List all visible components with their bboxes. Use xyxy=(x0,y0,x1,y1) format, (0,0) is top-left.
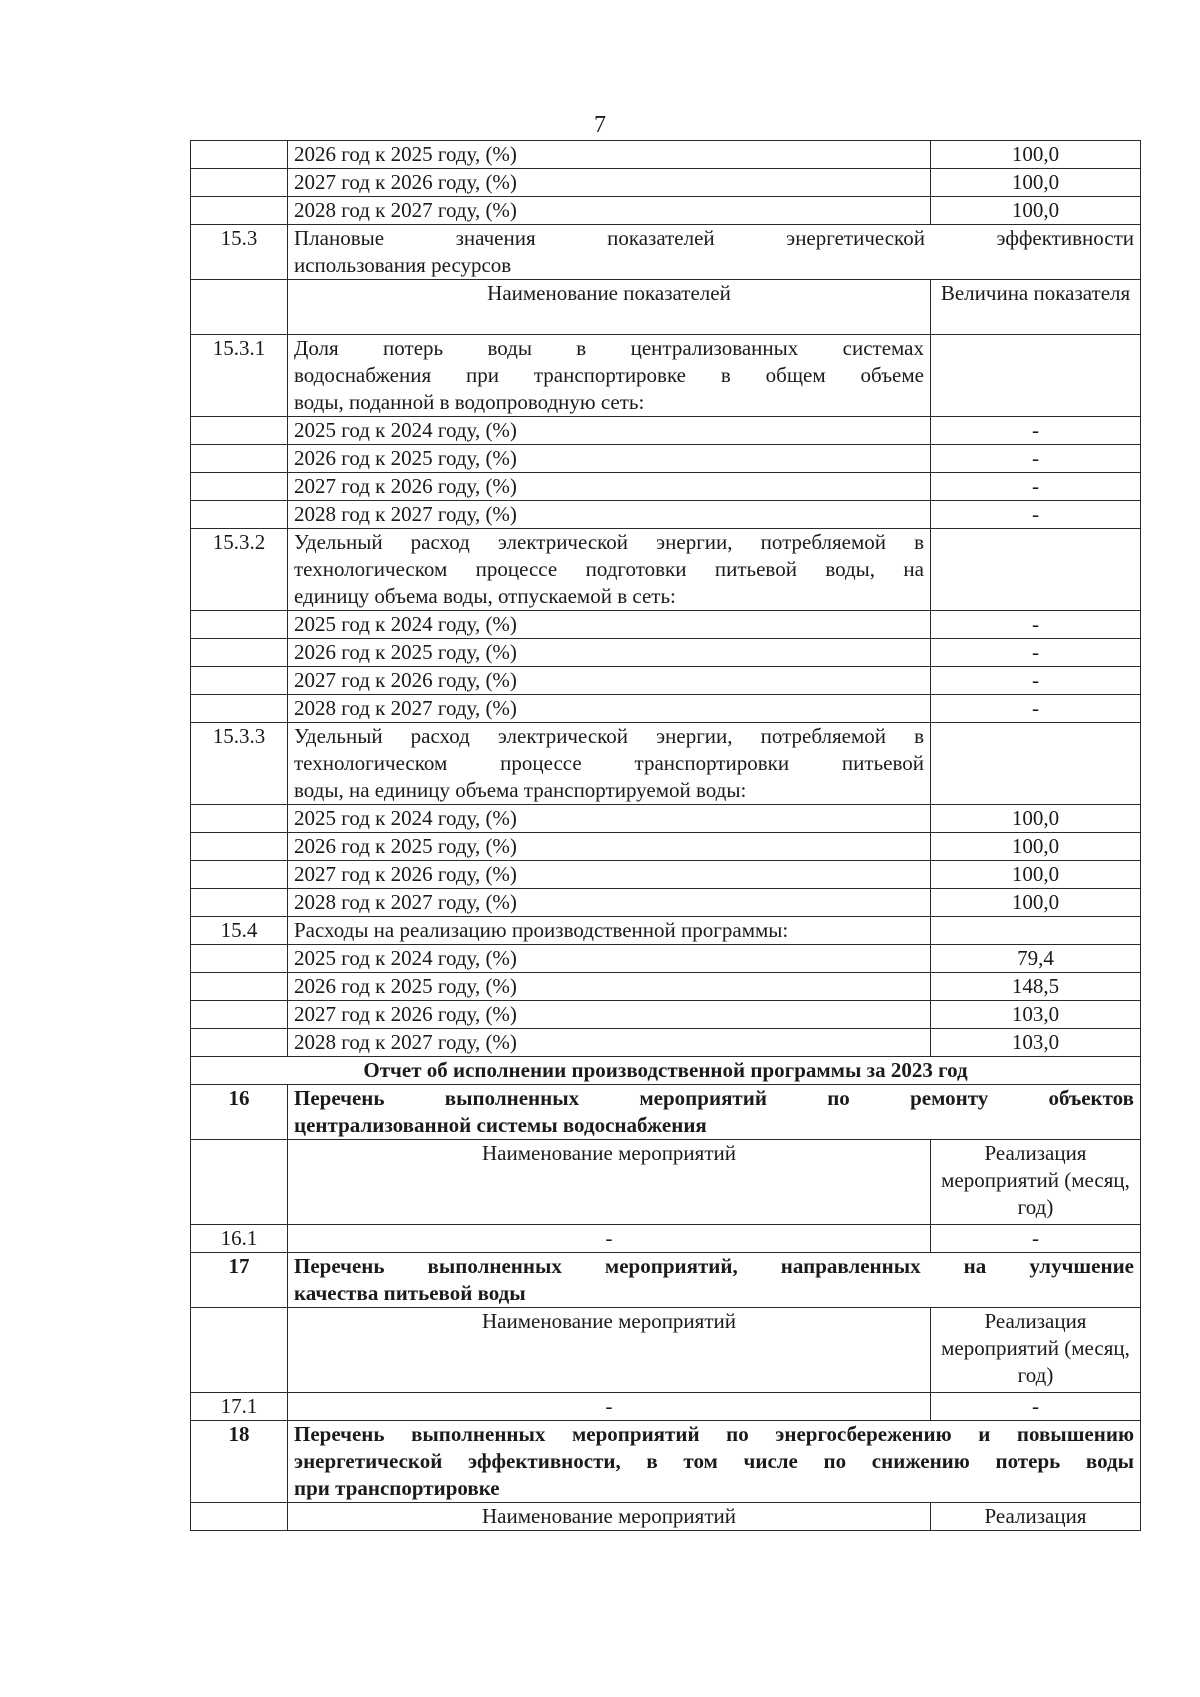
row-value: 100,0 xyxy=(931,805,1141,833)
column-header-value: Величина показателя xyxy=(931,280,1141,335)
section-number: 15.3.2 xyxy=(191,529,288,611)
header-number-cell xyxy=(191,1140,288,1225)
row-value xyxy=(931,335,1141,417)
row-number xyxy=(191,445,288,473)
table-row xyxy=(191,639,1141,667)
row-label: 2027 год к 2026 году, (%) xyxy=(288,473,931,501)
section-title-line: Перечень выполненных мероприятий, направленных на улучшение xyxy=(294,1254,1134,1278)
section-number: 15.3 xyxy=(191,225,288,280)
row-label: 2026 год к 2025 году, (%) xyxy=(288,833,931,861)
column-header-name: Наименование мероприятий xyxy=(288,1140,931,1225)
table-row xyxy=(191,473,1141,501)
header-number-cell xyxy=(191,1503,288,1531)
row-number xyxy=(191,889,288,917)
section-number: 18 xyxy=(191,1421,288,1503)
section-title-line: Перечень выполненных мероприятий по энергосбережению и повышению xyxy=(294,1422,1134,1446)
row-number xyxy=(191,861,288,889)
column-header-value: Реализация xyxy=(931,1503,1141,1531)
table-row xyxy=(191,417,1141,445)
table-row xyxy=(191,667,1141,695)
section-number: 15.3.3 xyxy=(191,723,288,805)
subsection-title-line: воды, на единицу объема транспортируемой воды: xyxy=(294,778,747,802)
section-title xyxy=(288,1253,1141,1308)
subsection-row xyxy=(191,335,1141,417)
row-value: 100,0 xyxy=(931,833,1141,861)
row-value xyxy=(931,529,1141,611)
subsection-title xyxy=(288,335,931,417)
row-number xyxy=(191,945,288,973)
row-value: - xyxy=(931,417,1141,445)
row-label: 2025 год к 2024 году, (%) xyxy=(288,417,931,445)
row-number xyxy=(191,501,288,529)
row-number xyxy=(191,667,288,695)
column-header-value: Реализация мероприятий (месяц, год) xyxy=(931,1308,1141,1393)
row-value: 103,0 xyxy=(931,1001,1141,1029)
row-number xyxy=(191,805,288,833)
row-value: - xyxy=(931,611,1141,639)
subsection-row xyxy=(191,529,1141,611)
subsection-row xyxy=(191,723,1141,805)
row-label: 2026 год к 2025 году, (%) xyxy=(288,141,931,169)
row-value: 100,0 xyxy=(931,861,1141,889)
row-value: 103,0 xyxy=(931,1029,1141,1057)
row-value: - xyxy=(931,473,1141,501)
row-label: 2026 год к 2025 году, (%) xyxy=(288,973,931,1001)
section-title-line: качества питьевой воды xyxy=(294,1281,526,1305)
section-number: 17 xyxy=(191,1253,288,1308)
row-value: 100,0 xyxy=(931,889,1141,917)
row-label: 2027 год к 2026 году, (%) xyxy=(288,861,931,889)
row-number xyxy=(191,1001,288,1029)
row-number xyxy=(191,833,288,861)
row-label: 2025 год к 2024 году, (%) xyxy=(288,611,931,639)
column-header-name: Наименование мероприятий xyxy=(288,1503,931,1531)
section-number: 15.3.1 xyxy=(191,335,288,417)
section-title: Расходы на реализацию производственной программы: xyxy=(288,917,931,945)
row-number: 16.1 xyxy=(191,1225,288,1253)
section-title-line: Плановые значения показателей энергетической эффективности xyxy=(294,226,1134,250)
row-value: - xyxy=(931,1225,1141,1253)
row-label: 2026 год к 2025 году, (%) xyxy=(288,639,931,667)
row-label: 2027 год к 2026 году, (%) xyxy=(288,1001,931,1029)
row-number xyxy=(191,169,288,197)
subsection-title-line: водоснабжения при транспортировке в общем объеме xyxy=(294,363,924,387)
subsection-title-line: Удельный расход электрической энергии, потребляемой в xyxy=(294,530,924,554)
row-number xyxy=(191,973,288,1001)
production-program-table xyxy=(190,140,1141,1531)
column-header-name: Наименование показателей xyxy=(288,280,931,335)
row-label: 2028 год к 2027 году, (%) xyxy=(288,501,931,529)
row-label: 2028 год к 2027 году, (%) xyxy=(288,1029,931,1057)
row-value: - xyxy=(931,445,1141,473)
column-header-name: Наименование мероприятий xyxy=(288,1308,931,1393)
row-label: 2028 год к 2027 году, (%) xyxy=(288,889,931,917)
header-number-cell xyxy=(191,1308,288,1393)
section-title xyxy=(288,1421,1141,1503)
table-row xyxy=(191,169,1141,197)
row-number xyxy=(191,197,288,225)
table-row xyxy=(191,945,1141,973)
section-row xyxy=(191,1253,1141,1308)
page-number: 7 xyxy=(594,112,606,138)
section-title-line: энергетической эффективности, в том числе по снижению потерь воды xyxy=(294,1449,1134,1473)
report-title: Отчет об исполнении производственной программы за 2023 год xyxy=(191,1057,1141,1085)
row-label: 2027 год к 2026 году, (%) xyxy=(288,667,931,695)
section-title-line: использования ресурсов xyxy=(294,253,512,277)
row-value: - xyxy=(931,695,1141,723)
section-row xyxy=(191,917,1141,945)
column-header-value: Реализация мероприятий (месяц, год) xyxy=(931,1140,1141,1225)
row-label: 2025 год к 2024 году, (%) xyxy=(288,805,931,833)
table-row xyxy=(191,197,1141,225)
section-title xyxy=(288,225,1141,280)
row-value: - xyxy=(931,639,1141,667)
section-number: 15.4 xyxy=(191,917,288,945)
section-title xyxy=(288,1085,1141,1140)
table-row xyxy=(191,1001,1141,1029)
row-value: 100,0 xyxy=(931,169,1141,197)
subsection-title-line: технологическом процессе подготовки питьевой воды, на xyxy=(294,557,924,581)
header-number-cell xyxy=(191,280,288,335)
row-value: - xyxy=(931,1393,1141,1421)
row-number xyxy=(191,639,288,667)
section-number: 16 xyxy=(191,1085,288,1140)
row-value: 100,0 xyxy=(931,197,1141,225)
table-row xyxy=(191,805,1141,833)
table-row xyxy=(191,889,1141,917)
subsection-title xyxy=(288,723,931,805)
table-row xyxy=(191,1225,1141,1253)
row-value: - xyxy=(931,501,1141,529)
row-label: 2026 год к 2025 году, (%) xyxy=(288,445,931,473)
row-number xyxy=(191,611,288,639)
row-value: 79,4 xyxy=(931,945,1141,973)
row-label: 2027 год к 2026 году, (%) xyxy=(288,169,931,197)
table-row xyxy=(191,833,1141,861)
subsection-title-line: Удельный расход электрической энергии, потребляемой в xyxy=(294,724,924,748)
row-number xyxy=(191,141,288,169)
section-row xyxy=(191,1421,1141,1503)
row-number xyxy=(191,1029,288,1057)
row-value: 100,0 xyxy=(931,141,1141,169)
table-row xyxy=(191,1029,1141,1057)
table-row xyxy=(191,445,1141,473)
row-number xyxy=(191,695,288,723)
section-row xyxy=(191,225,1141,280)
subsection-title-line: единицу объема воды, отпускаемой в сеть: xyxy=(294,584,676,608)
row-value xyxy=(931,917,1141,945)
row-value: - xyxy=(931,667,1141,695)
header-row xyxy=(191,1308,1141,1393)
table-row xyxy=(191,861,1141,889)
table-row xyxy=(191,611,1141,639)
row-label: - xyxy=(288,1225,931,1253)
row-label: 2028 год к 2027 году, (%) xyxy=(288,197,931,225)
row-label: 2028 год к 2027 году, (%) xyxy=(288,695,931,723)
table-row xyxy=(191,695,1141,723)
subsection-title-line: воды, поданной в водопроводную сеть: xyxy=(294,390,645,414)
row-number xyxy=(191,417,288,445)
table-row xyxy=(191,1393,1141,1421)
section-title-line: Перечень выполненных мероприятий по ремонту объектов xyxy=(294,1086,1134,1110)
subsection-title xyxy=(288,529,931,611)
section-title-line: централизованной системы водоснабжения xyxy=(294,1113,707,1137)
section-title-line: при транспортировке xyxy=(294,1476,500,1500)
row-number: 17.1 xyxy=(191,1393,288,1421)
header-row xyxy=(191,1140,1141,1225)
row-label: - xyxy=(288,1393,931,1421)
subsection-title-line: Доля потерь воды в централизованных системах xyxy=(294,336,924,360)
table-row xyxy=(191,501,1141,529)
header-row xyxy=(191,280,1141,335)
subsection-title-line: технологическом процессе транспортировки питьевой xyxy=(294,751,924,775)
row-label: 2025 год к 2024 году, (%) xyxy=(288,945,931,973)
row-number xyxy=(191,473,288,501)
report-title-row xyxy=(191,1057,1141,1085)
section-row xyxy=(191,1085,1141,1140)
table-row xyxy=(191,973,1141,1001)
row-value: 148,5 xyxy=(931,973,1141,1001)
row-value xyxy=(931,723,1141,805)
table-row xyxy=(191,141,1141,169)
header-row xyxy=(191,1503,1141,1531)
